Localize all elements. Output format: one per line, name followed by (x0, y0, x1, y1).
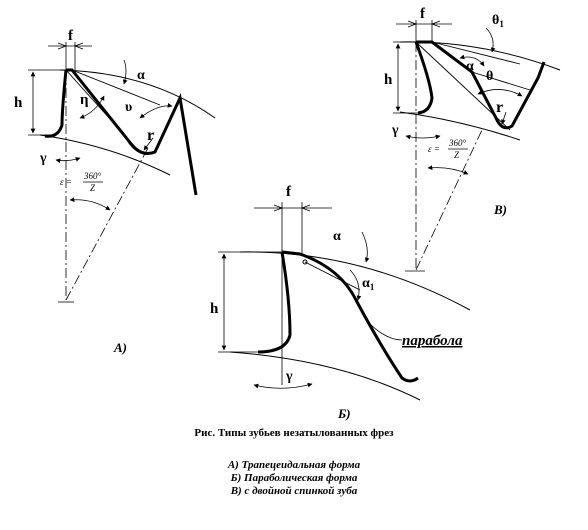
panel-v-gamma-label: γ (392, 123, 399, 138)
panel-v-theta1-arc (486, 28, 493, 52)
panel-b-h-label: h (210, 301, 219, 317)
panel-v-tooth-profile (416, 42, 544, 128)
panel-b-gamma-label: γ (286, 369, 293, 384)
panel-a-eta-label: η (80, 92, 89, 108)
svg-text:360°: 360° (84, 171, 102, 181)
svg-text:Z: Z (90, 183, 96, 193)
panel-a-epsilon-arc (70, 200, 110, 210)
panel-v-gamma-arc (406, 136, 440, 138)
panel-a-upsilon-arc (140, 106, 172, 118)
panel-v-h-label: h (384, 72, 393, 88)
panel-v-radial-dashdot (416, 130, 482, 270)
panel-v-alpha-label: α (466, 59, 474, 74)
panel-b-tangent (305, 262, 360, 290)
panel-a-f-label: f (68, 28, 73, 44)
panel-b-tooth-front (258, 252, 290, 352)
panel-b-alpha1-label: $\alpha_1$ (362, 276, 375, 292)
panel-a-title: А) (114, 340, 127, 355)
panel-a-gamma-arc (56, 158, 80, 161)
panel-a-alpha-label: α (137, 68, 145, 83)
panel-a-gamma-label: γ (40, 151, 47, 166)
panel-v-tooth-front (416, 42, 432, 113)
panel-a-alpha-arc (124, 60, 126, 84)
panel-b-parabola-label: парабола (402, 333, 463, 349)
legend-item-a: А) Трапецеидальная форма (227, 459, 361, 471)
svg-text:Z: Z (454, 150, 460, 160)
panel-a-drawing (28, 42, 215, 302)
svg-text:ε =: ε = (428, 144, 440, 154)
panel-a-h-label: h (14, 95, 23, 111)
panel-b-alpha-arc (362, 232, 367, 262)
svg-text:ε =: ε = (60, 177, 72, 187)
panel-b-gamma-arc (254, 384, 312, 388)
panel-v-f-label: f (420, 6, 425, 22)
panel-a-radial-dashdot (66, 148, 148, 300)
figure-caption: Рис. Типы зубьев незатылованных фрез (194, 427, 394, 439)
panel-v-title: В) (494, 202, 507, 217)
panel-b-f-label: f (286, 184, 291, 200)
panel-b-alpha-label: α (333, 229, 341, 244)
panel-a-r-label: r (147, 127, 155, 144)
panel-v-r-label: r (496, 99, 504, 116)
svg-text:360°: 360° (449, 138, 467, 148)
panel-v-epsilon-arc (428, 168, 468, 174)
panel-v-epsilon-formula (428, 138, 468, 160)
panel-a-epsilon-formula (60, 171, 103, 193)
panel-v-theta-label: θ (486, 69, 494, 84)
legend-item-b: Б) Параболическая форма (230, 472, 358, 484)
panel-b-title: Б) (338, 406, 351, 421)
legend-item-v: В) с двойной спинкой зуба (230, 485, 358, 497)
panel-a-upsilon-label: υ (125, 100, 133, 115)
panel-v-theta1-label: $\theta_1$ (492, 13, 504, 29)
panel-b-drawing (218, 202, 470, 400)
figure-legend (0, 459, 588, 498)
panel-v-drawing (393, 20, 560, 271)
panel-a-tooth-front (45, 70, 66, 136)
